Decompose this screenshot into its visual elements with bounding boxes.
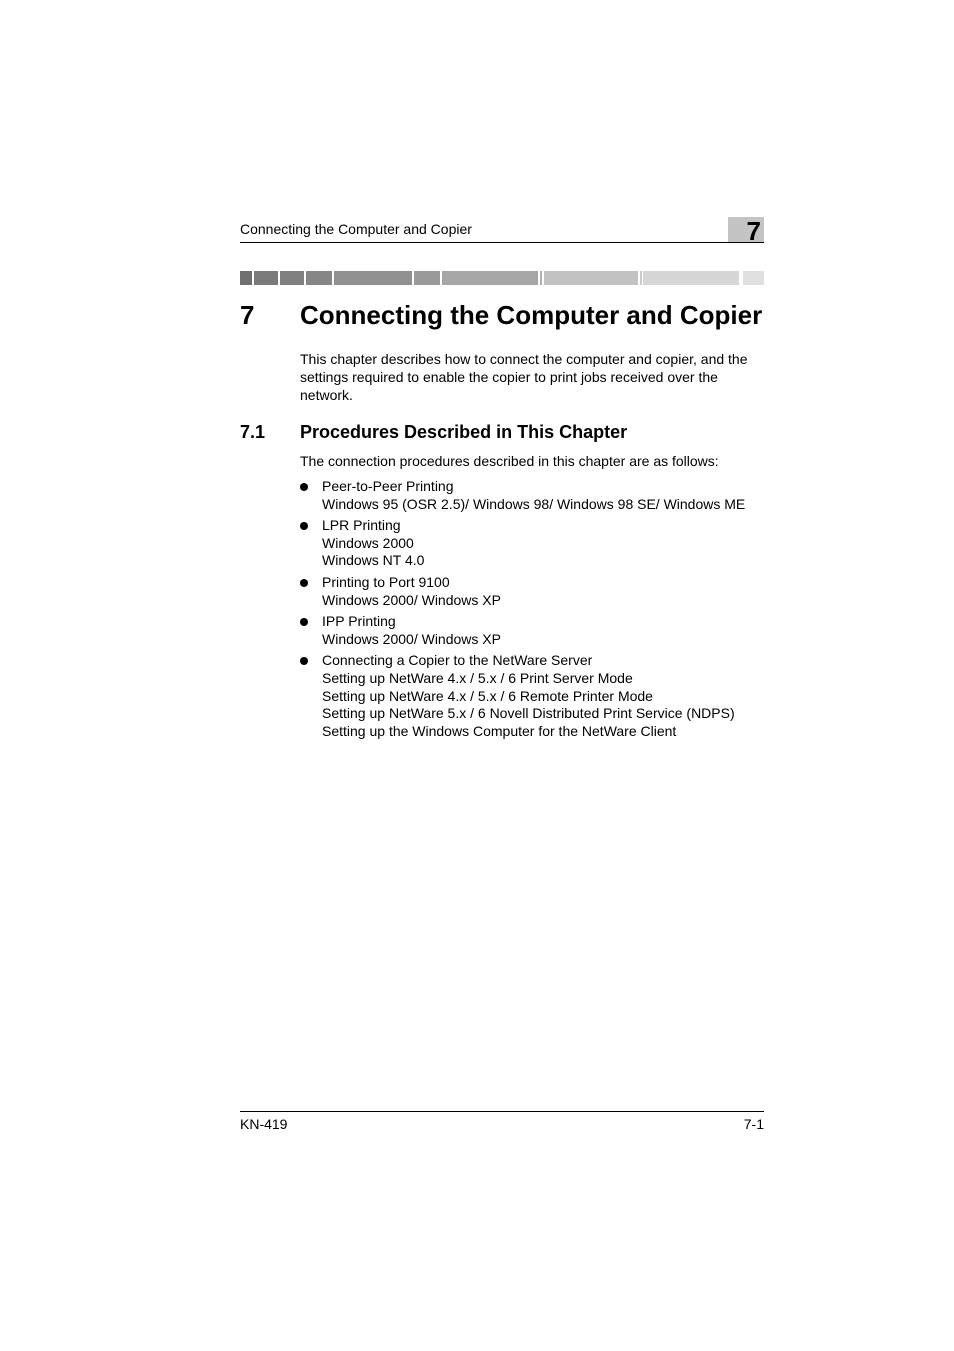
list-item-line: Windows 2000/ Windows XP xyxy=(322,591,501,608)
list-item xyxy=(300,574,770,609)
footer-model: KN-419 xyxy=(240,1116,288,1132)
list-item-title: IPP Printing xyxy=(322,613,396,630)
section-heading xyxy=(240,420,764,444)
chapter-heading xyxy=(240,298,780,334)
bullet-icon xyxy=(300,657,308,665)
list-item-line: Setting up NetWare 5.x / 6 Novell Distributed Print Service (NDPS) xyxy=(322,705,735,722)
list-item-line: Windows 95 (OSR 2.5)/ Windows 98/ Windows 98 SE/ Windows ME xyxy=(322,495,746,512)
section-lead: The connection procedures described in this chapter are as follows: xyxy=(300,453,719,469)
running-title: Connecting the Computer and Copier xyxy=(240,221,472,237)
section-number: 7.1 xyxy=(240,422,266,442)
bullet-icon xyxy=(300,579,308,587)
list-item-line: Setting up NetWare 4.x / 5.x / 6 Remote Printer Mode xyxy=(322,687,653,704)
list-item-line: Setting up NetWare 4.x / 5.x / 6 Print Server Mode xyxy=(322,669,633,686)
list-item-line: Windows NT 4.0 xyxy=(322,552,425,569)
list-item-line: Setting up the Windows Computer for the NetWare Client xyxy=(322,722,677,739)
list-item-title: LPR Printing xyxy=(322,517,401,534)
running-header xyxy=(240,217,764,243)
decorative-gradient-band xyxy=(240,271,764,285)
bullet-icon xyxy=(300,483,308,491)
running-footer xyxy=(240,1111,764,1132)
chapter-title: Connecting the Computer and Copier xyxy=(300,300,763,330)
list-item-line: Windows 2000 xyxy=(322,534,414,551)
bullet-icon xyxy=(300,522,308,530)
list-item xyxy=(300,478,770,513)
list-item-title: Connecting a Copier to the NetWare Server xyxy=(322,652,593,669)
list-item xyxy=(300,652,770,740)
bullet-icon xyxy=(300,618,308,626)
list-item-title: Printing to Port 9100 xyxy=(322,573,450,590)
chapter-tab: 7 xyxy=(728,217,764,242)
list-item xyxy=(300,613,770,648)
procedure-list xyxy=(300,478,770,744)
footer-page-number: 7-1 xyxy=(743,1116,764,1132)
chapter-intro: This chapter describes how to connect the computer and copier, and the settings required to enable the copier to print jobs received over the network. xyxy=(300,351,748,403)
list-item xyxy=(300,517,770,570)
list-item-title: Peer-to-Peer Printing xyxy=(322,478,454,494)
chapter-number: 7 xyxy=(240,300,255,330)
section-title: Procedures Described in This Chapter xyxy=(300,422,628,442)
list-item-line: Windows 2000/ Windows XP xyxy=(322,630,501,647)
